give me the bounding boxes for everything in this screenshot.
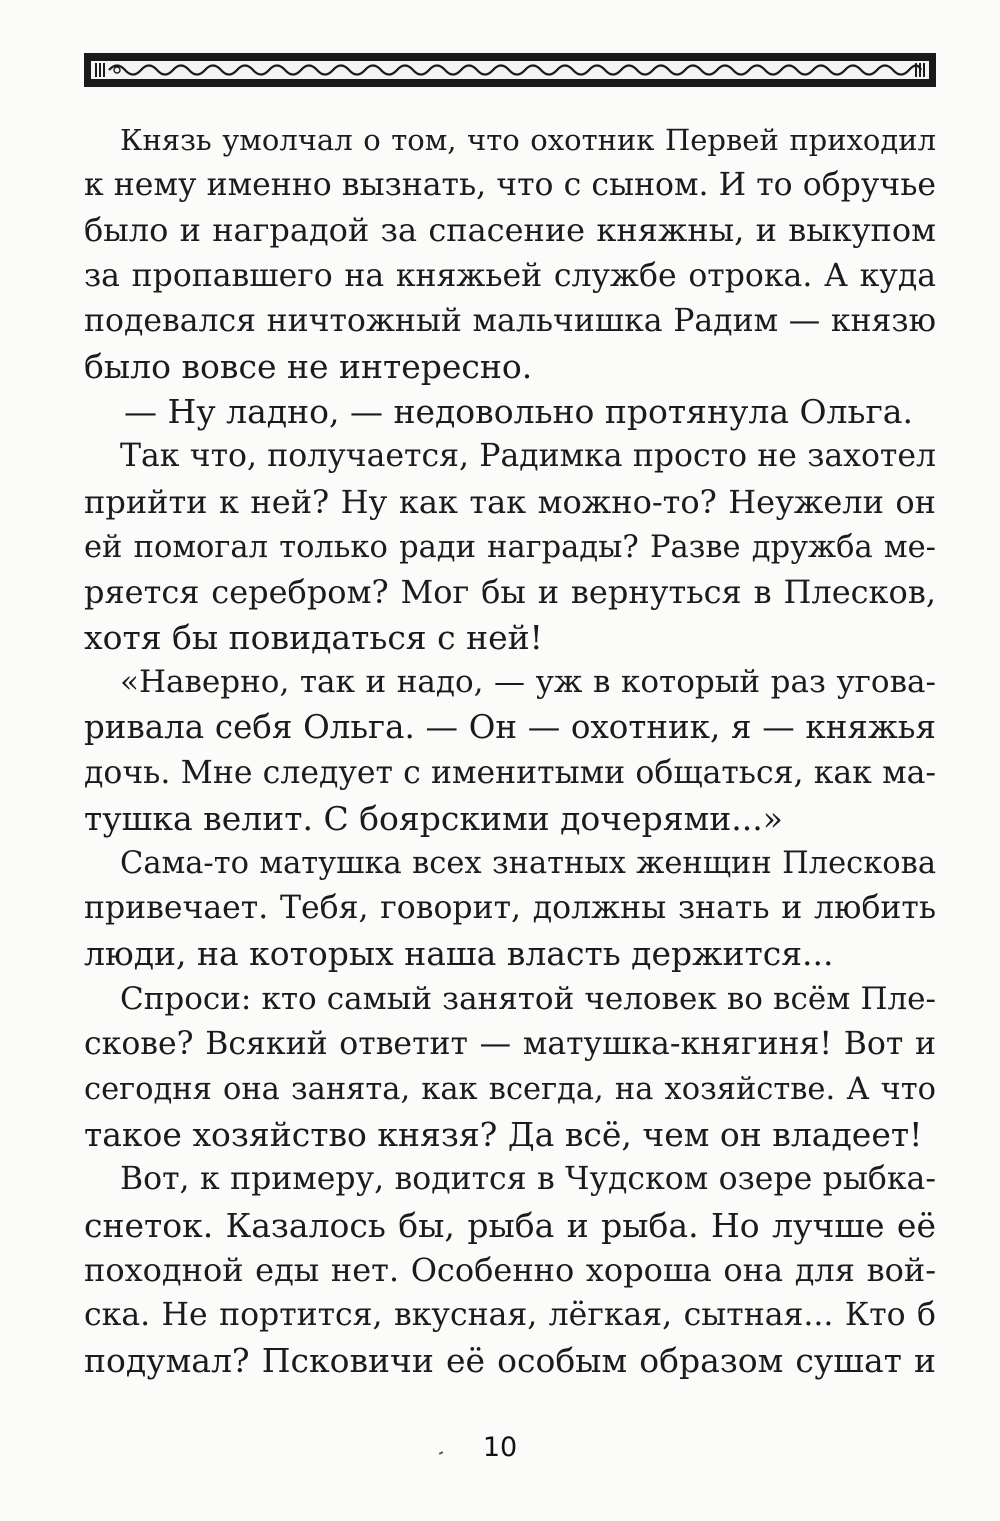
body-text <box>84 118 936 1383</box>
text-line: было и наградой за спасение княжны, и выкупом <box>84 211 936 250</box>
text-line: ска. Не портится, вкусная, лёгкая, сытная... Кто б <box>84 1296 936 1333</box>
text-line: Сама-то матушка всех знатных женщин Плескова <box>120 846 936 881</box>
text-line: дочь. Мне следует с именитыми общаться, как ма- <box>84 754 936 791</box>
paragraph <box>84 434 936 660</box>
header-ornament-band <box>84 53 936 87</box>
text-line: ряется серебром? Мог бы и вернуться в Плесков, <box>84 572 936 611</box>
text-line: Вот, к примеру, водится в Чудском озере рыбка- <box>120 1161 936 1198</box>
text-line: прийти к ней? Ну как так можно-то? Неужели он <box>84 482 936 521</box>
page-number: 10 <box>482 1432 518 1463</box>
text-line: подевался ничтожный мальчишка Радим — князю <box>84 302 936 339</box>
paragraph <box>84 118 936 389</box>
text-line: походной еды нет. Особенно хороша она для вой- <box>84 1250 936 1289</box>
text-line: Так что, получается, Радимка просто не захотел <box>120 438 936 475</box>
text-line: тушка велит. С боярскими дочерями...» <box>84 798 783 838</box>
text-line: такое хозяйство князя? Да всё, чем он владеет! <box>84 1115 923 1155</box>
text-line: скове? Всякий ответит — матушка-княгиня! Вот и <box>84 1025 936 1062</box>
ornament-icon <box>87 56 933 84</box>
paragraph <box>84 660 936 841</box>
paragraph <box>84 389 936 434</box>
text-line: ривала себя Ольга. — Он — охотник, я — княжья <box>84 708 936 747</box>
paragraph <box>84 1157 936 1383</box>
paragraph <box>84 977 936 1158</box>
paragraph <box>84 841 936 977</box>
text-line: сегодня она занята, как всегда, на хозяйстве. А что <box>84 1071 936 1107</box>
text-line: — Ну ладно, — недовольно протянула Ольга. <box>124 392 913 432</box>
text-line: привечает. Тебя, говорит, должны знать и любить <box>84 890 936 927</box>
text-line: подумал? Псковичи её особым образом сушат и <box>84 1341 936 1381</box>
text-line: «Наверно, так и надо, — уж в который раз угова- <box>120 664 936 701</box>
text-line: снеток. Казалось бы, рыба и рыба. Но лучше её <box>84 1205 936 1245</box>
text-line: к нему именно вызнать, что с сыном. И то обручье <box>84 167 936 204</box>
text-line: Князь умолчал о том, что охотник Первей приходил <box>120 123 936 157</box>
text-line: люди, на которых наша власть держится... <box>84 934 834 974</box>
text-line: за пропавшего на княжьей службе отрока. А куда <box>84 257 936 294</box>
text-line: Спроси: кто самый занятой человек во всём Пле- <box>120 980 936 1017</box>
text-line: было вовсе не интересно. <box>84 346 533 386</box>
text-line: ей помогал только ради награды? Разве дружба ме- <box>84 529 936 565</box>
text-line: хотя бы повидаться с ней! <box>84 618 543 658</box>
